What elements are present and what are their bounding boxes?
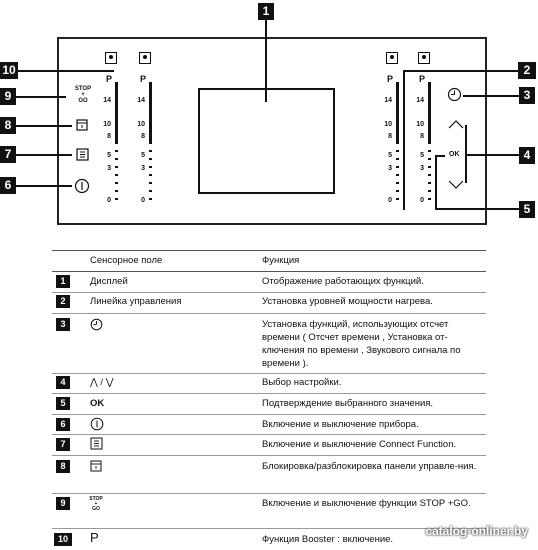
- callout-3: 3: [519, 87, 535, 104]
- go-label: GO: [92, 506, 100, 512]
- row-divider: [52, 393, 486, 394]
- scale-label: 14: [137, 97, 145, 104]
- row-divider: [52, 434, 486, 435]
- slider-dash: [428, 150, 431, 152]
- scale-label-p: P: [106, 74, 113, 84]
- slider-dash: [396, 158, 399, 160]
- scale-label-p: P: [387, 74, 394, 84]
- row-divider: [52, 313, 486, 314]
- scale-label: 14: [384, 97, 392, 104]
- callout-7: 7: [0, 146, 16, 163]
- row-divider: [52, 455, 486, 456]
- slider-dash: [115, 158, 118, 160]
- stop-label: STOP: [74, 86, 92, 92]
- table-header-rule: [52, 271, 486, 272]
- callout-5-leader: [435, 208, 519, 210]
- row-number: 10: [54, 533, 72, 546]
- scale-label: 8: [141, 133, 145, 140]
- ok-button[interactable]: OK: [449, 151, 460, 158]
- scale-label: 3: [107, 165, 111, 172]
- slider-dash: [428, 190, 431, 192]
- row-number: 4: [56, 376, 70, 389]
- row-field: ⋀ / ⋁: [90, 377, 114, 388]
- zone-indicator-icon: [418, 52, 430, 64]
- row-divider: [52, 528, 486, 529]
- row-number: 5: [56, 397, 70, 410]
- power-icon[interactable]: [74, 178, 90, 194]
- scale-label: 14: [103, 97, 111, 104]
- function-table: [52, 250, 486, 550]
- callout-9: 9: [0, 88, 16, 105]
- go-label: GO: [78, 98, 88, 104]
- table-header-function: Функция: [262, 255, 300, 266]
- scale-label: 5: [141, 152, 145, 159]
- callout-5: 5: [519, 201, 535, 218]
- connect-function-icon[interactable]: [76, 148, 89, 161]
- row-number: 7: [56, 438, 70, 451]
- row-field: OK: [90, 398, 105, 409]
- chevron-down-icon[interactable]: [448, 180, 464, 190]
- callout-8-leader: [16, 125, 72, 127]
- slider-dash: [396, 150, 399, 152]
- callout-5-bracket: [435, 155, 437, 209]
- row-divider: [52, 373, 486, 374]
- slider-dash: [149, 182, 152, 184]
- row-function: Включение и выключение Connect Function.: [262, 439, 457, 450]
- plus-label: +: [94, 501, 98, 507]
- scale-label: 3: [141, 165, 145, 172]
- row-number: 3: [56, 318, 70, 331]
- callout-4-leader: [465, 154, 519, 156]
- display-area: [198, 88, 335, 194]
- row-function: Подтверждение выбранного значения.: [262, 398, 434, 409]
- callout-2-bracket: [403, 70, 405, 210]
- callout-1: 1: [258, 3, 274, 20]
- control-bar-left-1[interactable]: [97, 74, 121, 204]
- lock-icon[interactable]: [76, 119, 88, 131]
- slider-dash: [149, 158, 152, 160]
- slider-dash: [115, 198, 118, 200]
- slider-dash: [428, 198, 431, 200]
- slider-dash: [428, 182, 431, 184]
- zone-indicator-icon: [386, 52, 398, 64]
- watermark: catalog-onliner.by: [425, 524, 528, 538]
- row-divider: [52, 292, 486, 293]
- scale-label: 0: [107, 197, 111, 204]
- row-function: Функция Booster : включение.: [262, 534, 394, 545]
- slider-bar: [149, 82, 152, 144]
- slider-dash: [396, 166, 399, 168]
- zone-indicator-icon: [139, 52, 151, 64]
- row-function: Отображение работающих функций.: [262, 276, 424, 287]
- scale-label: 14: [416, 97, 424, 104]
- row-function: Включение и выключение функции STOP +GO.: [262, 498, 471, 509]
- slider-dash: [115, 190, 118, 192]
- scale-label: 5: [107, 152, 111, 159]
- slider-dash: [428, 166, 431, 168]
- callout-10-leader: [18, 70, 114, 72]
- connect-function-icon: [90, 437, 103, 450]
- control-bar-right-2[interactable]: [410, 74, 434, 204]
- slider-dash: [396, 198, 399, 200]
- scale-label-p: P: [140, 74, 147, 84]
- scale-label: 0: [388, 197, 392, 204]
- scale-label: 0: [420, 197, 424, 204]
- power-icon: [90, 417, 104, 431]
- scale-label: 8: [107, 133, 111, 140]
- row-divider: [52, 493, 486, 494]
- row-number: 1: [56, 275, 70, 288]
- scale-label: 5: [388, 152, 392, 159]
- callout-2-leader: [403, 70, 518, 72]
- table-header-field: Сенсорное поле: [90, 255, 163, 266]
- scale-label: 10: [137, 121, 145, 128]
- row-function: Выбор настройки.: [262, 377, 342, 388]
- scale-label: 8: [420, 133, 424, 140]
- row-function: Установка функций, использующих отсчет времени ( Отсчет времени , Установка от-ключения по времени , Звукового сигнала по времени ).: [262, 319, 461, 369]
- scale-label: 10: [384, 121, 392, 128]
- scale-label: 10: [416, 121, 424, 128]
- slider-bar: [396, 82, 399, 144]
- clock-icon[interactable]: [447, 87, 462, 102]
- chevron-up-icon[interactable]: [448, 119, 464, 129]
- row-function: Блокировка/разблокировка панели управле-ния.: [262, 461, 477, 472]
- row-field: Линейка управления: [90, 296, 182, 307]
- scale-label: 8: [388, 133, 392, 140]
- slider-dash: [428, 158, 431, 160]
- slider-dash: [149, 150, 152, 152]
- slider-bar: [115, 82, 118, 144]
- zone-indicator-icon: [105, 52, 117, 64]
- callout-1-leader: [265, 20, 267, 102]
- lock-icon: [90, 460, 102, 472]
- slider-dash: [115, 150, 118, 152]
- callout-10: 10: [0, 62, 18, 79]
- slider-dash: [428, 174, 431, 176]
- row-field: Дисплей: [90, 276, 128, 287]
- stop-go-icon: [88, 497, 104, 512]
- row-number: 8: [56, 460, 70, 473]
- scale-label-p: P: [419, 74, 426, 84]
- table-top-rule: [52, 250, 486, 251]
- callout-2: 2: [518, 62, 536, 79]
- row-divider: [52, 414, 486, 415]
- slider-dash: [115, 166, 118, 168]
- scale-label: 3: [420, 165, 424, 172]
- control-bar-right-1[interactable]: [378, 74, 402, 204]
- stop-label: STOP: [89, 496, 103, 502]
- slider-dash: [149, 198, 152, 200]
- callout-4: 4: [519, 147, 535, 164]
- slider-bar: [428, 82, 431, 144]
- control-bar-left-2[interactable]: [131, 74, 155, 204]
- row-number: 9: [56, 497, 70, 510]
- slider-dash: [149, 174, 152, 176]
- scale-label: 3: [388, 165, 392, 172]
- slider-dash: [396, 190, 399, 192]
- callout-3-leader: [463, 95, 519, 97]
- slider-dash: [115, 174, 118, 176]
- scale-label: 5: [420, 152, 424, 159]
- row-function: Включение и выключение прибора.: [262, 419, 419, 430]
- row-number: 6: [56, 418, 70, 431]
- callout-6-leader: [16, 185, 72, 187]
- scale-label: 10: [103, 121, 111, 128]
- callout-8: 8: [0, 117, 16, 134]
- slider-dash: [396, 174, 399, 176]
- plus-label: +: [81, 92, 85, 98]
- slider-dash: [396, 182, 399, 184]
- slider-dash: [149, 166, 152, 168]
- slider-dash: [149, 190, 152, 192]
- callout-6: 6: [0, 177, 16, 194]
- slider-dash: [115, 182, 118, 184]
- callout-9-leader: [16, 96, 66, 98]
- row-field: P: [90, 530, 99, 545]
- stop-go-button[interactable]: [70, 86, 96, 104]
- row-function: Установка уровней мощности нагрева.: [262, 296, 433, 307]
- clock-icon: [90, 318, 103, 331]
- row-number: 2: [56, 295, 70, 308]
- callout-5-tick: [435, 155, 445, 157]
- callout-7-leader: [16, 154, 72, 156]
- scale-label: 0: [141, 197, 145, 204]
